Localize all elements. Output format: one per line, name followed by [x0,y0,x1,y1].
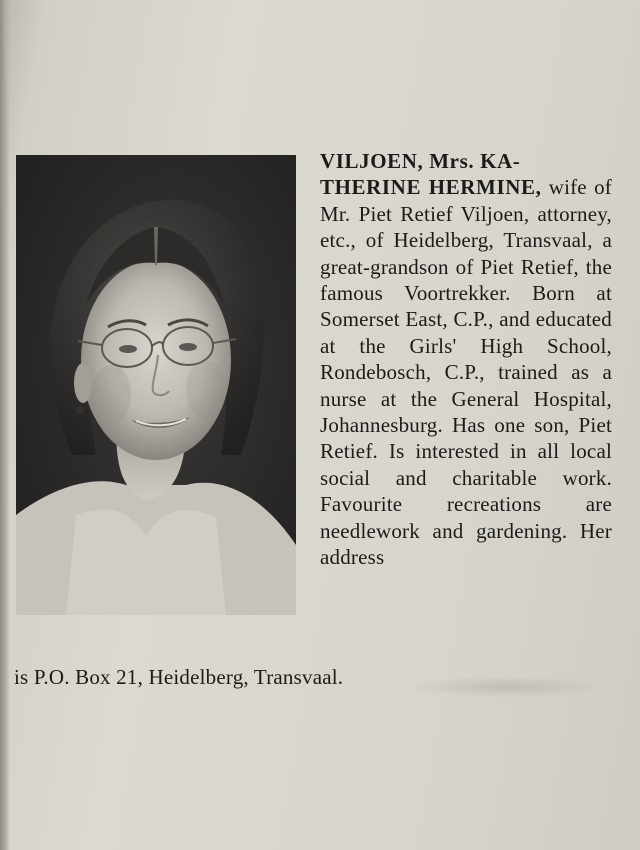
entry-name-line2: THERINE HERMINE, [320,175,542,200]
entry-body: wife of Mr. Piet Retief Viljoen, attorney, etc., of Heidelberg, Transvaal, a great-grandson of Piet Retief, the famous Voortrekker. Born at Somerset East, C.P., and educated at the Girls' High School, Rondebosch, C.P., trained as a nurse at the General Hospital, Johannesburg. Has one son, Piet Retief. Is interested in all local social and charitable work. Favourite recreations are needlework and gardening. Her address [320,175,612,570]
biography-text [320,148,612,571]
entry-name-line1: VILJOEN, Mrs. KA- [320,149,521,173]
portrait-face [81,260,231,460]
address-line: is P.O. Box 21, Heidelberg, Transvaal. [14,665,344,689]
portrait-photo [16,155,296,615]
page-binding-edge [0,0,10,850]
